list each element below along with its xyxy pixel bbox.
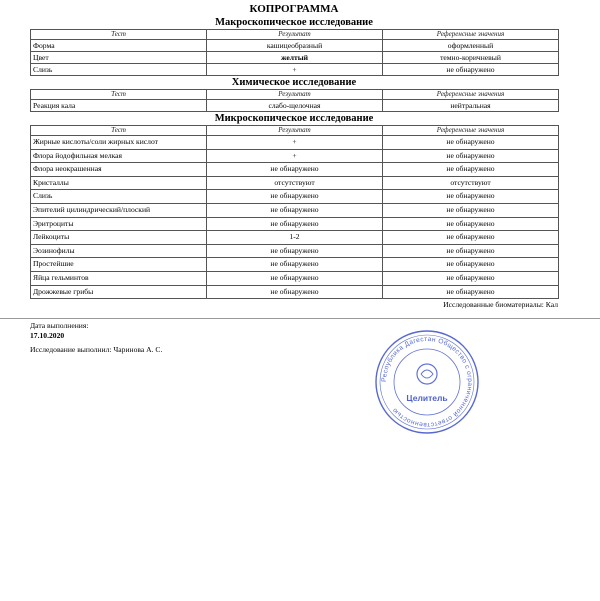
chem-heading: Химическое исследование (231, 77, 357, 88)
result-value: 1-2 (207, 231, 383, 245)
result-value: не обнаружено (207, 244, 383, 258)
test-name: Эпителий цилиндрический/плоский (31, 203, 207, 217)
result-value: + (207, 136, 383, 150)
test-name: Эозинофилы (31, 244, 207, 258)
reference-value: темно-коричневый (383, 52, 559, 64)
table-row (31, 149, 559, 163)
separator-line (0, 318, 600, 319)
header-result: Результат (207, 30, 383, 40)
result-value: не обнаружено (207, 258, 383, 272)
micro-table (30, 125, 559, 299)
header-reference: Референсные значения (383, 30, 559, 40)
test-name: Слизь (31, 64, 207, 76)
reference-value: не обнаружено (383, 149, 559, 163)
test-name: Флора неокрашенная (31, 163, 207, 177)
table-row (31, 271, 559, 285)
reference-value: не обнаружено (383, 285, 559, 299)
reference-value: не обнаружено (383, 231, 559, 245)
table-row (31, 176, 559, 190)
test-name: Флора йодофильная мелкая (31, 149, 207, 163)
test-name: Простейшие (31, 258, 207, 272)
header-result: Результат (207, 90, 383, 100)
table-row (31, 163, 559, 177)
header-test: Тест (31, 30, 207, 40)
result-value: не обнаружено (207, 203, 383, 217)
table-row (31, 217, 559, 231)
table-row (31, 285, 559, 299)
stamp-center-text: Целитель (406, 393, 448, 403)
result-value: не обнаружено (207, 217, 383, 231)
table-row (31, 52, 559, 64)
test-name: Реакция кала (31, 100, 207, 112)
svg-text:Республика Дагестан Общество с (381, 336, 473, 428)
reference-value: не обнаружено (383, 64, 559, 76)
table-row (31, 100, 559, 112)
biomaterial-note: Исследованные биоматериалы: Кал (443, 300, 558, 310)
reference-value: не обнаружено (383, 203, 559, 217)
document-title: КОПРОГРАММА (249, 3, 339, 15)
result-value: отсутствуют (207, 176, 383, 190)
result-value: не обнаружено (207, 271, 383, 285)
reference-value: не обнаружено (383, 163, 559, 177)
reference-value: нейтральная (383, 100, 559, 112)
header-reference: Референсные значения (383, 90, 559, 100)
result-value: слабо-щелочная (207, 100, 383, 112)
table-row (31, 203, 559, 217)
result-value: не обнаружено (207, 190, 383, 204)
document-page (30, 0, 558, 311)
date-label: Дата выполнения: (30, 321, 89, 330)
test-name: Цвет (31, 52, 207, 64)
reference-value: не обнаружено (383, 258, 559, 272)
header-test: Тест (31, 126, 207, 136)
table-row (31, 136, 559, 150)
result-value: кашицеобразный (207, 40, 383, 52)
stamp (374, 329, 480, 435)
test-name: Кристаллы (31, 176, 207, 190)
table-row (31, 190, 559, 204)
test-name: Дрожжевые грибы (31, 285, 207, 299)
header-result: Результат (207, 126, 383, 136)
result-value: + (207, 149, 383, 163)
reference-value: не обнаружено (383, 136, 559, 150)
result-value: + (207, 64, 383, 76)
test-name: Слизь (31, 190, 207, 204)
reference-value: не обнаружено (383, 244, 559, 258)
table-row (31, 244, 559, 258)
micro-heading: Микроскопическое исследование (214, 113, 374, 124)
result-value: не обнаружено (207, 285, 383, 299)
header-test: Тест (31, 90, 207, 100)
performer: Исследование выполнил: Чаринова А. С. (30, 345, 163, 354)
table-row (31, 64, 559, 76)
macro-table (30, 29, 559, 76)
stamp-ring-text: Республика Дагестан Общество с ограниченной ответственностью (380, 335, 474, 429)
table-row (31, 40, 559, 52)
result-value: не обнаружено (207, 163, 383, 177)
reference-value: оформленный (383, 40, 559, 52)
test-name: Форма (31, 40, 207, 52)
test-name: Яйца гельминтов (31, 271, 207, 285)
reference-value: отсутствуют (383, 176, 559, 190)
test-name: Жирные кислоты/соли жирных кислот (31, 136, 207, 150)
header-reference: Референсные значения (383, 126, 559, 136)
reference-value: не обнаружено (383, 190, 559, 204)
reference-value: не обнаружено (383, 217, 559, 231)
chem-table (30, 89, 559, 112)
test-name: Эритроциты (31, 217, 207, 231)
table-row (31, 231, 559, 245)
result-value: желтый (207, 52, 383, 64)
macro-heading: Макроскопическое исследование (215, 17, 373, 28)
reference-value: не обнаружено (383, 271, 559, 285)
table-row (31, 258, 559, 272)
date-value: 17.10.2020 (30, 331, 65, 340)
test-name: Лейкоциты (31, 231, 207, 245)
